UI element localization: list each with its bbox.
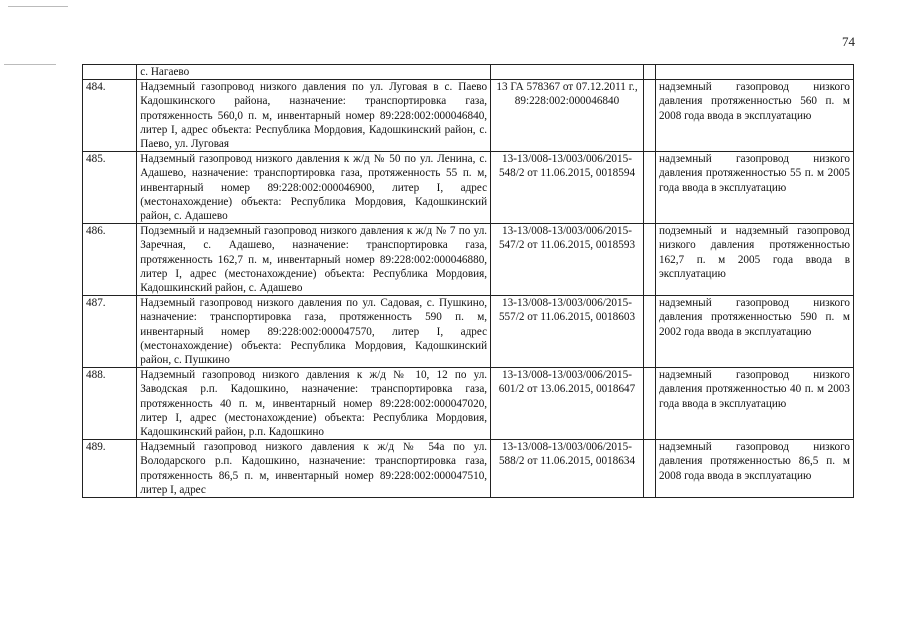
- registration-details: 13-13/008-13/003/006/2015-547/2 от 11.06.2015, 0018593: [491, 224, 644, 296]
- row-number: 489.: [83, 440, 137, 498]
- object-description: Надземный газопровод низкого давления к ж/д № 50 по ул. Ленина, с. Адашево, назначение: транспортировка газа, протяженность 55 п. м, инвентарный номер 89:228:002:000046900, литер I, адрес (местонахождение) объекта: Республика Мордовия, Кадошкинский район, с. Адашево: [137, 152, 491, 224]
- object-description: Надземный газопровод низкого давления по ул. Садовая, с. Пушкино, назначение: транспортировка газа, протяженность 590 п. м, инвентарный номер 89:228:002:000047570, литер I, адрес (местонахождение) объекта: Республика Мордовия, Кадошкинский район, с. Пушкино: [137, 296, 491, 368]
- spacer-cell: [643, 296, 655, 368]
- object-note: подземный и надземный газопровод низкого давления протяженностью 162,7 п. м 2005 года ввода в эксплуатацию: [655, 224, 853, 296]
- registration-details: 13-13/008-13/003/006/2015-601/2 от 13.06.2015, 0018647: [491, 368, 644, 440]
- object-description: с. Нагаево: [137, 65, 491, 80]
- row-number: 487.: [83, 296, 137, 368]
- object-note: надземный газопровод низкого давления протяженностью 560 п. м 2008 года ввода в эксплуатацию: [655, 80, 853, 152]
- spacer-cell: [643, 440, 655, 498]
- object-note: [655, 65, 853, 80]
- table-row: [83, 368, 854, 440]
- row-number: 485.: [83, 152, 137, 224]
- row-number: [83, 65, 137, 80]
- object-note: надземный газопровод низкого давления протяженностью 590 п. м 2002 года ввода в эксплуатацию: [655, 296, 853, 368]
- scan-artifact-top: [8, 6, 68, 7]
- registration-details: 13-13/008-13/003/006/2015-548/2 от 11.06.2015, 0018594: [491, 152, 644, 224]
- object-description: Надземный газопровод низкого давления по ул. Луговая в с. Паево Кадошкинского района, назначение: транспортировка газа, протяженность 560,0 п. м, инвентарный номер 89:228:002:000046840, литер I, адрес объекта: Республика Мордовия, Кадошкинский район, с. Паево, ул. Луговая: [137, 80, 491, 152]
- object-note: надземный газопровод низкого давления протяженностью 40 п. м 2003 года ввода в эксплуатацию: [655, 368, 853, 440]
- row-number: 488.: [83, 368, 137, 440]
- spacer-cell: [643, 368, 655, 440]
- registry-table: [82, 64, 854, 498]
- table-row: [83, 152, 854, 224]
- spacer-cell: [643, 224, 655, 296]
- table-row: [83, 65, 854, 80]
- registration-details: [491, 65, 644, 80]
- page-number: 74: [842, 34, 855, 49]
- table-row: [83, 440, 854, 498]
- row-number: 486.: [83, 224, 137, 296]
- object-note: надземный газопровод низкого давления протяженностью 55 п. м 2005 года ввода в эксплуатацию: [655, 152, 853, 224]
- spacer-cell: [643, 80, 655, 152]
- object-description: Надземный газопровод низкого давления к ж/д № 10, 12 по ул. Заводская р.п. Кадошкино, назначение: транспортировка газа, протяженность 40 п. м, инвентарный номер 89:228:002:000047020, литер I, адрес (местонахождение) объекта: Республика Мордовия, Кадошкинский район, р.п. Кадошкино: [137, 368, 491, 440]
- object-description: Подземный и надземный газопровод низкого давления к ж/д № 7 по ул. Заречная, с. Адашево, назначение: транспортировка газа, протяженность 162,7 п. м, инвентарный номер 89:228:002:000046880, литер I, адрес (местонахождение) объекта: Республика Мордовия, Кадошкинский район, с. Адашево: [137, 224, 491, 296]
- spacer-cell: [643, 65, 655, 80]
- registration-details: 13-13/008-13/003/006/2015-557/2 от 11.06.2015, 0018603: [491, 296, 644, 368]
- table-row: [83, 80, 854, 152]
- scan-artifact-left: [4, 64, 56, 65]
- row-number: 484.: [83, 80, 137, 152]
- spacer-cell: [643, 152, 655, 224]
- registration-details: 13 ГА 578367 от 07.12.2011 г., 89:228:002:000046840: [491, 80, 644, 152]
- registration-details: 13-13/008-13/003/006/2015-588/2 от 11.06.2015, 0018634: [491, 440, 644, 498]
- object-description: Надземный газопровод низкого давления к ж/д № 54а по ул. Володарского р.п. Кадошкино, назначение: транспортировка газа, протяженность 86,5 п. м, инвентарный номер 89:228:002:000047510, литер I, адрес: [137, 440, 491, 498]
- object-note: надземный газопровод низкого давления протяженностью 86,5 п. м 2008 года ввода в эксплуатацию: [655, 440, 853, 498]
- table-row: [83, 296, 854, 368]
- table-row: [83, 224, 854, 296]
